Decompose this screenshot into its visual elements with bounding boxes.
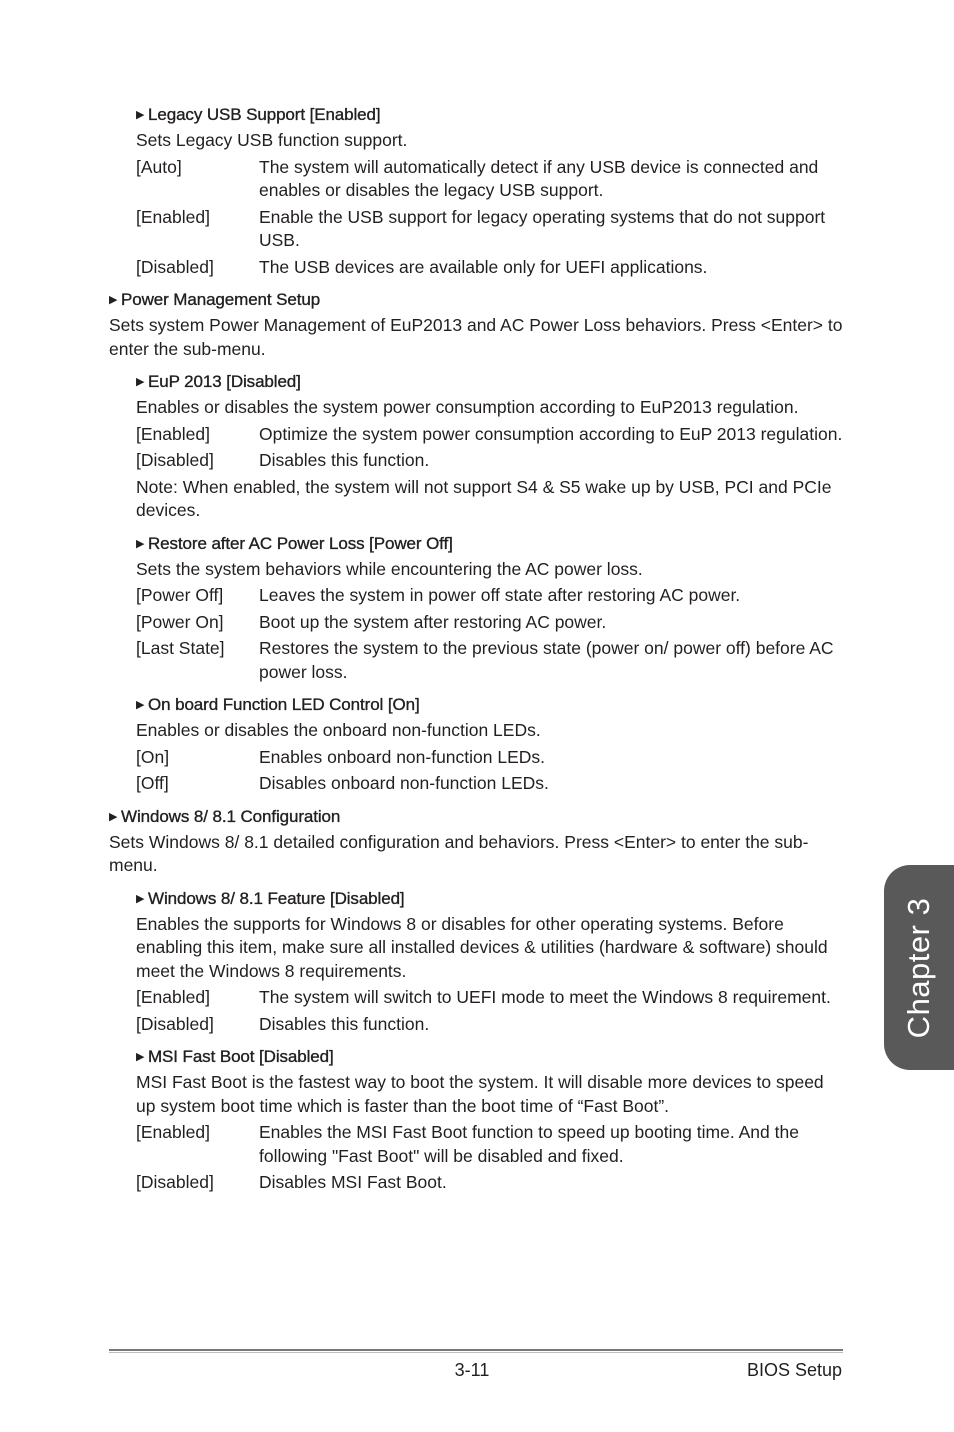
option-description: The USB devices are available only for UEFI applications. xyxy=(259,256,708,277)
triangle-right-icon: ▶ xyxy=(136,892,145,905)
setting-heading xyxy=(136,371,844,393)
option-description: The system will automatically detect if any USB device is connected and enables or disables the legacy USB support. xyxy=(259,156,819,200)
option-key: [Disabled] xyxy=(136,450,214,470)
setting-heading xyxy=(136,104,844,126)
triangle-right-icon: ▶ xyxy=(136,109,145,121)
option-row xyxy=(136,611,844,635)
setting-section xyxy=(109,289,844,371)
setting-heading xyxy=(109,806,844,828)
option-description: Disables onboard non-function LEDs. xyxy=(259,773,549,793)
section-spacer xyxy=(136,799,844,806)
option-row xyxy=(136,772,844,796)
section-spacer xyxy=(109,881,844,888)
section-spacer xyxy=(136,282,844,289)
footer-section-name: BIOS Setup xyxy=(746,1360,842,1380)
section-spacer xyxy=(136,1198,844,1205)
setting-section xyxy=(109,371,844,533)
option-description: Optimize the system power consumption according to EuP 2013 regulation. xyxy=(259,423,843,444)
triangle-right-icon: ▶ xyxy=(136,376,145,388)
footer-rule-shadow xyxy=(109,1352,843,1353)
setting-heading xyxy=(136,1046,844,1068)
option-row xyxy=(136,637,844,684)
option-description: Restores the system to the previous state (power on/ power off) before AC power loss. xyxy=(259,638,834,682)
option-key: [Disabled] xyxy=(136,256,214,277)
setting-heading-text: Windows 8/ 8.1 Configuration xyxy=(121,806,341,826)
option-description: The system will switch to UEFI mode to meet the Windows 8 requirement. xyxy=(259,987,831,1007)
option-row xyxy=(136,1121,844,1168)
setting-description: Sets the system behaviors while encountering the AC power loss. xyxy=(136,558,643,579)
option-row xyxy=(136,156,844,203)
setting-description: MSI Fast Boot is the fastest way to boot the system. It will disable more devices to speed up system boot time which is faster than the boot time of “Fast Boot”. xyxy=(136,1072,824,1116)
setting-heading-text: On board Function LED Control [On] xyxy=(148,695,420,714)
setting-heading xyxy=(136,888,844,910)
setting-note: Note: When enabled, the system will not support S4 & S5 wake up by USB, PCI and PCIe devices. xyxy=(136,476,832,520)
setting-description: Sets system Power Management of EuP2013 and AC Power Loss behaviors. Press <Enter> to enter the sub-menu. xyxy=(109,315,843,359)
setting-heading xyxy=(136,533,844,555)
footer-rule xyxy=(109,1349,843,1351)
option-key: [Auto] xyxy=(136,156,182,177)
setting-section xyxy=(109,104,844,289)
triangle-right-icon: ▶ xyxy=(109,810,118,823)
option-key: [Enabled] xyxy=(136,423,210,444)
setting-heading-text: Windows 8/ 8.1 Feature [Disabled] xyxy=(148,888,405,908)
option-key: [Power Off] xyxy=(136,585,224,605)
option-row xyxy=(136,986,844,1010)
bios-settings-content xyxy=(109,104,844,1205)
setting-description: Enables the supports for Windows 8 or disables for other operating systems. Before enabling this item, make sure all installed devices & utilities (hardware & software) should meet the Windows 8 requirements. xyxy=(136,913,828,981)
triangle-right-icon: ▶ xyxy=(136,537,145,550)
option-row xyxy=(136,584,844,608)
setting-heading-text: Legacy USB Support [Enabled] xyxy=(148,105,381,124)
triangle-right-icon: ▶ xyxy=(109,294,118,306)
setting-heading-text: EuP 2013 [Disabled] xyxy=(148,372,301,391)
triangle-right-icon: ▶ xyxy=(136,1051,145,1063)
setting-heading-text: Restore after AC Power Loss [Power Off] xyxy=(148,533,453,553)
option-row xyxy=(136,423,844,447)
option-description: Boot up the system after restoring AC power. xyxy=(259,611,607,632)
section-spacer xyxy=(136,1039,844,1046)
option-description: Enable the USB support for legacy operating systems that do not support USB. xyxy=(259,206,826,250)
setting-section xyxy=(109,806,844,888)
option-key: [Enabled] xyxy=(136,1122,210,1142)
option-description: Disables this function. xyxy=(259,1013,430,1034)
section-spacer xyxy=(109,364,844,371)
triangle-right-icon: ▶ xyxy=(136,699,145,711)
option-key: [Power On] xyxy=(136,611,224,632)
option-key: [On] xyxy=(136,746,170,767)
option-key: [Enabled] xyxy=(136,987,210,1007)
setting-section xyxy=(109,533,844,695)
option-description: Disables MSI Fast Boot. xyxy=(259,1172,447,1192)
section-spacer xyxy=(136,526,844,533)
option-row xyxy=(136,256,844,280)
setting-section xyxy=(109,1046,844,1205)
setting-section xyxy=(109,888,844,1047)
option-key: [Disabled] xyxy=(136,1013,214,1034)
option-key: [Enabled] xyxy=(136,206,210,227)
option-row xyxy=(136,1171,844,1195)
option-description: Enables the MSI Fast Boot function to speed up booting time. And the following "Fast Boot" will be disabled and fixed. xyxy=(259,1122,799,1166)
chapter-tab-label: Chapter 3 xyxy=(901,897,936,1038)
setting-heading-text: Power Management Setup xyxy=(121,290,321,309)
chapter-tab xyxy=(884,865,954,1070)
option-description: Leaves the system in power off state after restoring AC power. xyxy=(259,585,741,605)
option-description: Disables this function. xyxy=(259,450,430,470)
option-key: [Off] xyxy=(136,773,169,793)
option-key: [Disabled] xyxy=(136,1172,214,1192)
setting-description: Enables or disables the onboard non-function LEDs. xyxy=(136,720,541,740)
option-row xyxy=(136,746,844,770)
option-description: Enables onboard non-function LEDs. xyxy=(259,746,546,767)
setting-description: Enables or disables the system power consumption according to EuP2013 regulation. xyxy=(136,397,799,417)
setting-heading xyxy=(109,289,844,311)
option-key: [Last State] xyxy=(136,638,225,658)
page-number: 3-11 xyxy=(454,1360,490,1380)
option-row xyxy=(136,206,844,253)
section-spacer xyxy=(136,687,844,694)
option-row xyxy=(136,449,844,473)
option-row xyxy=(136,1013,844,1037)
setting-heading-text: MSI Fast Boot [Disabled] xyxy=(148,1047,334,1066)
setting-section xyxy=(109,694,844,806)
setting-description: Sets Legacy USB function support. xyxy=(136,130,408,150)
setting-heading xyxy=(136,694,844,716)
setting-description: Sets Windows 8/ 8.1 detailed configuration and behaviors. Press <Enter> to enter the sub-menu. xyxy=(109,831,809,875)
